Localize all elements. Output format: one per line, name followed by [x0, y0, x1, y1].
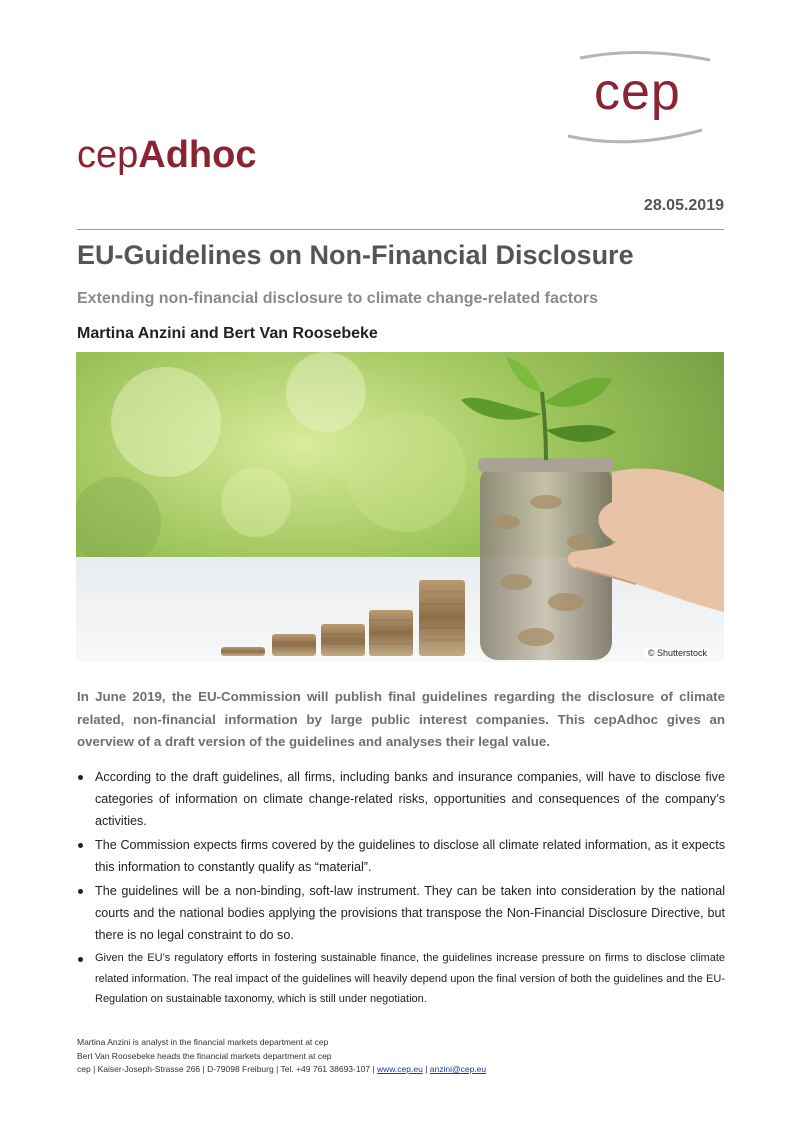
- email-link[interactable]: anzini@cep.eu: [429, 1064, 487, 1074]
- logo-text: cep: [594, 63, 681, 121]
- footer: [77, 1036, 486, 1077]
- document-title: EU-Guidelines on Non-Financial Disclosure: [77, 240, 634, 270]
- brand-prefix: cep: [77, 134, 139, 176]
- list-item: The Commission expects firms covered by the guidelines to disclose all climate related information, as it expects this information to constantly qualify as “material”.: [77, 834, 725, 878]
- image-credit: © Shutterstock: [645, 648, 710, 658]
- list-item: Given the EU’s regulatory efforts in fostering sustainable finance, the guidelines increase pressure on firms to disclose climate related information. The real impact of the guidelines will heavily depend upon the final version of both the guidelines and the EU-Regulation on sustainable taxonomy, which is still under negotiation.: [77, 948, 725, 1010]
- document-subtitle: Extending non-financial disclosure to climate change-related factors: [77, 290, 598, 307]
- list-item: According to the draft guidelines, all firms, including banks and insurance companies, will have to disclose five categories of information on climate change-related risks, opportunities and consequences of the company’s activities.: [77, 766, 725, 832]
- authors: Martina Anzini and Bert Van Roosebeke: [77, 325, 378, 342]
- list-item: The guidelines will be a non-binding, soft-law instrument. They can be taken into consideration by the national courts and the national bodies applying the provisions that transpose the Non-Financial Disclosure Directive, but there is no legal constraint to do so.: [77, 880, 725, 946]
- intro-paragraph: In June 2019, the EU-Commission will publish final guidelines regarding the disclosure of climate related, non-financial information by large public interest companies. This cepAdhoc gives an overview of a draft version of the guidelines and analyses their legal value.: [77, 689, 725, 749]
- header-divider: [77, 229, 724, 230]
- footer-author-2: Bert Van Roosebeke heads the financial markets department at cep: [77, 1050, 332, 1061]
- brand-title: [77, 134, 257, 177]
- website-link[interactable]: www.cep.eu: [376, 1064, 423, 1074]
- footer-address: cep | Kaiser-Joseph-Strasse 266 | D-79098 Freiburg | Tel. +49 761 38693-107 |: [77, 1064, 377, 1074]
- coin-jar-plant-illustration: [76, 352, 724, 662]
- footer-contact: [77, 1063, 486, 1077]
- brand-suffix: Adhoc: [138, 134, 257, 176]
- hero-image: [76, 352, 724, 662]
- footer-separator: |: [422, 1064, 430, 1074]
- cep-logo: [560, 50, 720, 150]
- footer-author-1: Martina Anzini is analyst in the financial markets department at cep: [77, 1037, 329, 1047]
- key-points-list: [77, 766, 725, 1012]
- publication-date: 28.05.2019: [643, 197, 724, 214]
